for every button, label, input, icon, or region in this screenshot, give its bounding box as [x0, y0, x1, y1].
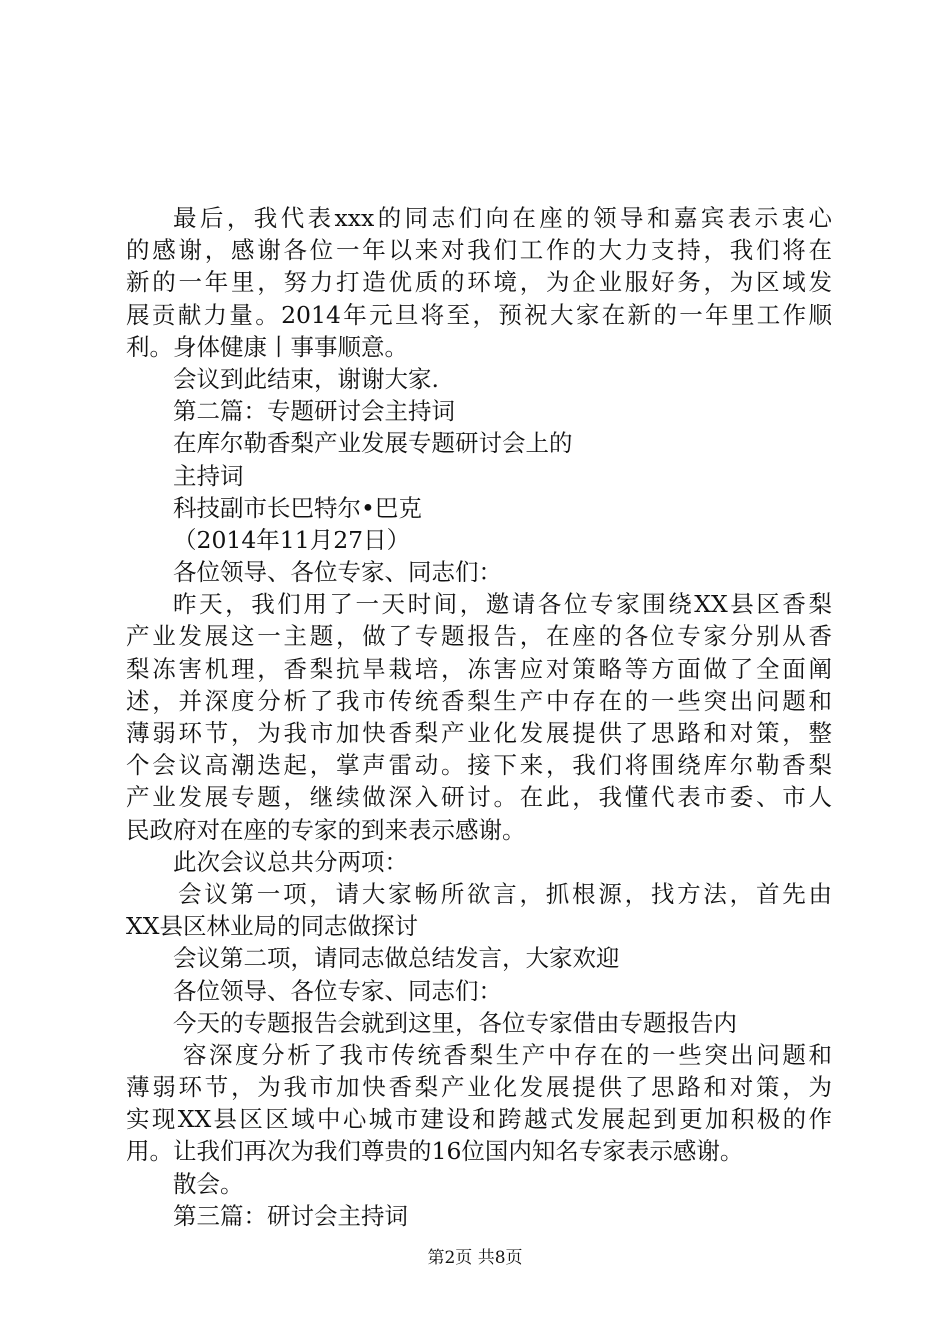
text-line: 科技副市长巴特尔•巴克	[173, 493, 422, 522]
text-line: XX县区林业局的同志做探讨	[126, 912, 418, 941]
text-line: 第二篇：专题研讨会主持词	[173, 397, 455, 426]
text-line: 会议到此结束，谢谢大家.	[173, 364, 439, 393]
text-line: 薄弱环节，为我市加快香梨产业化发展提供了思路和对策，整	[126, 719, 832, 747]
text-line: 产业发展这一主题，做了专题报告，在座的各位专家分别从香	[126, 622, 832, 651]
text-line: 利。身体健康丨事事顺意。	[126, 332, 408, 361]
text-line: 会议第一项，请大家畅所欲言，抓根源，找方法，首先由	[178, 879, 832, 908]
text-line: 薄弱环节，为我市加快香梨产业化发展提供了思路和对策，为	[126, 1073, 832, 1102]
text-line: 在库尔勒香梨产业发展专题研讨会上的	[173, 429, 573, 458]
text-line: 实现XX县区区域中心城市建设和跨越式发展起到更加积极的作	[126, 1105, 832, 1134]
text-line: 用。让我们再次为我们尊贵的16位国内知名专家表示感谢。	[126, 1137, 744, 1166]
text-line: 各位领导、各位专家、同志们：	[173, 558, 502, 587]
page-footer: 第2页 共8页	[427, 1248, 523, 1268]
text-line: 此次会议总共分两项：	[173, 847, 408, 876]
text-line: 散会。	[173, 1169, 244, 1198]
text-line: 展贡献力量。2014年元旦将至，预祝大家在新的一年里工作顺	[126, 300, 832, 329]
text-line: 第三篇：研讨会主持词	[173, 1201, 408, 1230]
text-line: 容深度分析了我市传统香梨生产中存在的一些突出问题和	[183, 1040, 832, 1069]
text-line: 的感谢，感谢各位一年以来对我们工作的大力支持，我们将在	[126, 236, 832, 265]
text-line: 会议第二项，请同志做总结发言，大家欢迎	[173, 944, 620, 973]
text-line: 产业发展专题，继续做深入研讨。在此，我懂代表市委、市人	[126, 783, 832, 812]
text-line: 个会议高潮迭起，掌声雷动。接下来，我们将围绕库尔勒香梨	[126, 751, 832, 780]
text-line: 昨天，我们用了一天时间，邀请各位专家围绕XX县区香梨	[173, 590, 832, 619]
text-line: 各位领导、各位专家、同志们：	[173, 976, 502, 1005]
document-body	[126, 202, 832, 1232]
text-line: 民政府对在座的专家的到来表示感谢。	[126, 815, 526, 844]
text-line: 新的一年里，努力打造优质的环境，为企业服好务，为区域发	[126, 268, 832, 297]
text-line: 述，并深度分析了我市传统香梨生产中存在的一些突出问题和	[126, 686, 832, 715]
text-line: （2014年11月27日）	[173, 525, 411, 554]
text-line: 最后，我代表xxx的同志们向在座的领导和嘉宾表示衷心	[173, 204, 832, 232]
text-line: 主持词	[173, 461, 244, 490]
text-line: 梨冻害机理，香梨抗旱栽培，冻害应对策略等方面做了全面阐	[126, 654, 832, 683]
text-line: 今天的专题报告会就到这里，各位专家借由专题报告内	[173, 1008, 737, 1037]
